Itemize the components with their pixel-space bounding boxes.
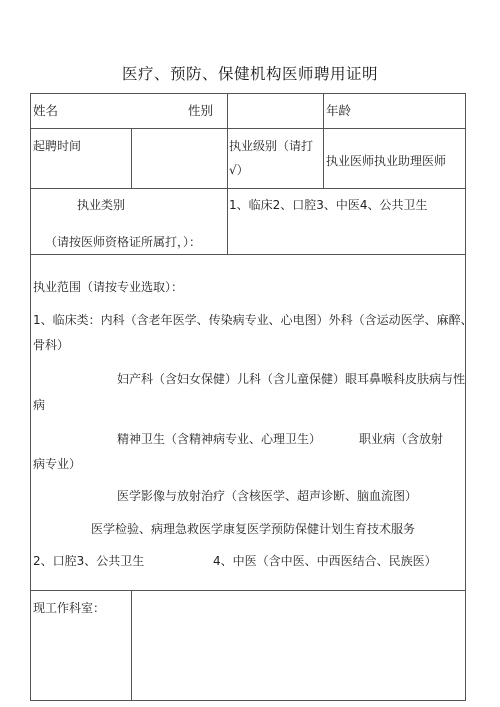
practice-level-label-line2: √） — [229, 163, 249, 177]
row-divider — [31, 188, 465, 189]
gender-field[interactable] — [230, 96, 320, 124]
scope-imaging[interactable]: 医学影像与放射治疗（含核医学、超声诊断、脑血流图） — [117, 489, 418, 503]
scope-obgyn-line-cont[interactable]: 病 — [33, 398, 46, 412]
col-divider — [131, 590, 132, 700]
document-title: 医疗、预防、保健机构医师聘用证明 — [121, 65, 378, 83]
row-divider — [31, 128, 465, 129]
practice-category-note: （请按医师资格证所属打，）： — [45, 235, 202, 249]
scope-heading: 执业范围（请按专业选取）： — [33, 280, 184, 294]
gender-label: 性别 — [188, 103, 214, 118]
practice-category-label: 执业类别 — [77, 198, 126, 212]
scope-obgyn-line[interactable]: 妇产科（含妇女保健）儿科（含儿童保健）眼耳鼻喉科皮肤病与性 — [117, 372, 466, 386]
practice-level-label: 执业级别（请打 — [229, 139, 314, 153]
age-field[interactable] — [361, 96, 461, 124]
scope-tcm[interactable]: 4、中医（含中医、中西医结合、民族医） — [213, 554, 437, 568]
scope-mental-health[interactable]: 精神卫生（含精神病专业、心理卫生） — [117, 432, 322, 446]
hire-time-field[interactable] — [134, 132, 224, 184]
hire-time-label: 起聘时间 — [33, 139, 82, 153]
name-label: 姓名 — [33, 103, 59, 118]
practice-level-options[interactable]: 执业医师执业助理医师 — [326, 154, 447, 168]
col-divider — [227, 94, 228, 254]
row-divider — [31, 254, 465, 255]
row-divider — [31, 590, 465, 591]
department-label: 现工作科室： — [33, 601, 106, 615]
hire-certificate-form — [30, 93, 473, 701]
col-divider — [131, 128, 132, 188]
scope-clinical-line-cont[interactable]: 骨科） — [33, 338, 70, 352]
department-field[interactable] — [134, 594, 462, 696]
age-label: 年龄 — [326, 103, 352, 118]
scope-occupational-cont[interactable]: 病专业） — [33, 457, 82, 471]
scope-clinical-line[interactable]: 1、临床类：内科（含老年医学、传染病专业、心电图）外科（含运动医学、麻醉、 — [33, 313, 473, 327]
scope-lab-services[interactable]: 医学检验、病理急救医学康复医学预防保健计划生育技术服务 — [91, 522, 416, 536]
name-field[interactable] — [61, 96, 141, 124]
scope-dental-public-health[interactable]: 2、口腔3、公共卫生 — [33, 554, 145, 568]
col-divider — [323, 94, 324, 188]
practice-category-options[interactable]: 1、临床2、口腔3、中医4、公共卫生 — [229, 198, 428, 212]
scope-occupational[interactable]: 职业病（含放射 — [359, 432, 444, 446]
